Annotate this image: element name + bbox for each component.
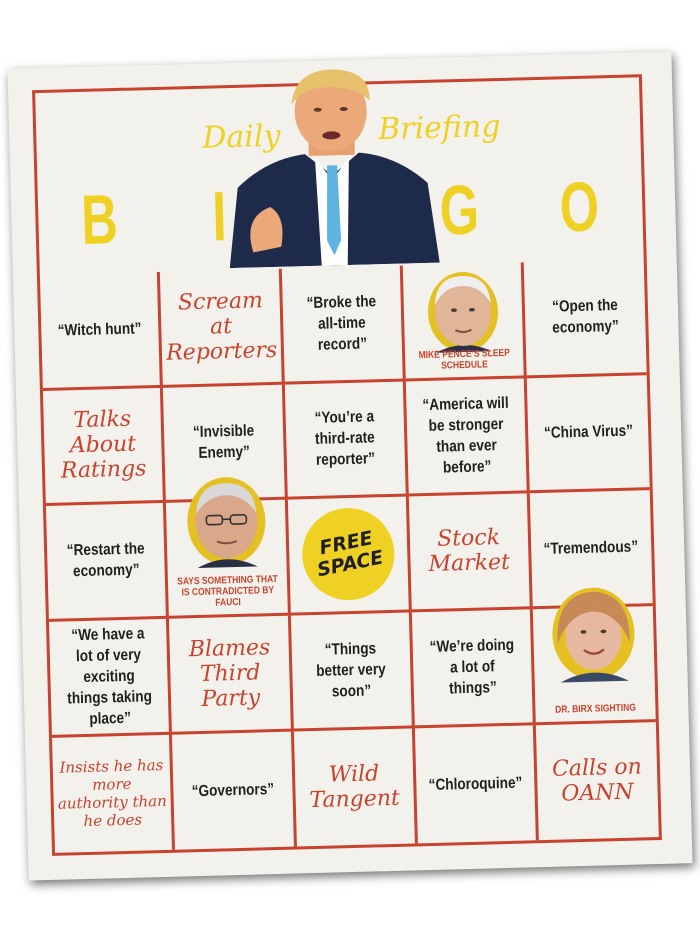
square-text: Blames Third Party [188,634,271,712]
square-caption: DR. BIRX SIGHTING [554,702,636,716]
square-text: Stock Market [428,525,511,578]
cell-america-stronger [405,378,529,497]
square-caption: SAYS SOMETHING THAT IS CONTRADICTED BY FAUCI [177,573,279,609]
fauci-portrait [183,472,269,570]
cell-scream-at-reporters [160,269,285,388]
cell-stock-market [408,493,532,612]
bingo-card [7,51,692,880]
birx-portrait [548,582,639,684]
square-text: “Things better very soon” [316,639,387,701]
pence-portrait [424,267,502,355]
square-text: “We’re doing a lot of things” [429,636,514,697]
cell-china-virus [527,375,650,494]
letter-g: G [438,170,480,250]
cell-fauci-contradicts [166,500,291,619]
square-text: “You’re a third-rate reporter” [314,408,376,470]
bingo-board [32,74,662,856]
cell-insists-authority [52,734,175,853]
square-text: “Witch hunt” [57,320,143,340]
square-text: “Invisible Enemy” [192,422,255,462]
cell-governors [172,731,297,850]
square-text: “China Virus” [543,422,633,443]
letter-o: O [558,167,600,247]
cell-third-rate-reporter [285,381,408,500]
cell-witch-hunt [40,272,163,391]
square-text: “Restart the economy” [66,540,145,581]
cell-wild-tangent [294,728,417,847]
square-text: “Governors” [191,780,275,800]
bingo-header [35,77,644,275]
square-text: “Chloroquine” [427,774,523,794]
cell-free-space [288,496,411,615]
square-text: Wild Tangent [309,761,401,814]
square-text: “Broke the all-time record” [306,293,377,354]
cell-birx-sighting [533,606,656,725]
letter-i: I [211,177,228,256]
letter-b: B [80,180,119,259]
square-text: “Open the economy” [551,297,619,337]
cell-blames-third-party [169,615,294,734]
cell-talks-ratings [43,387,166,506]
cell-broke-record [282,266,405,385]
cell-exciting-things [49,618,172,737]
bingo-grid [40,259,659,853]
square-text: “Tremendous” [543,538,639,558]
cell-open-economy [523,259,646,378]
square-text: “We have a lot of very exciting things taking place” [67,624,153,728]
cell-calls-oann [536,722,659,841]
free-space-badge: FREE SPACE [294,500,402,608]
square-text: Talks About Ratings [60,406,147,484]
title-briefing: Briefing [377,108,501,148]
square-text: Scream at Reporters [165,287,278,366]
square-text: Calls on OANN [551,754,643,807]
square-text: “America will be stronger than ever before” [421,394,509,477]
cell-things-better [291,612,414,731]
title-daily: Daily [201,118,281,156]
cell-pence-sleep [402,262,526,381]
president-portrait [225,63,440,268]
square-text: Insists he has more authority than he does [57,756,167,831]
cell-doing-lot [411,609,535,728]
cell-restart-economy [46,503,169,622]
cell-chloroquine [414,725,538,844]
square-caption: MIKE PENCE’S SLEEP SCHEDULE [418,347,510,372]
